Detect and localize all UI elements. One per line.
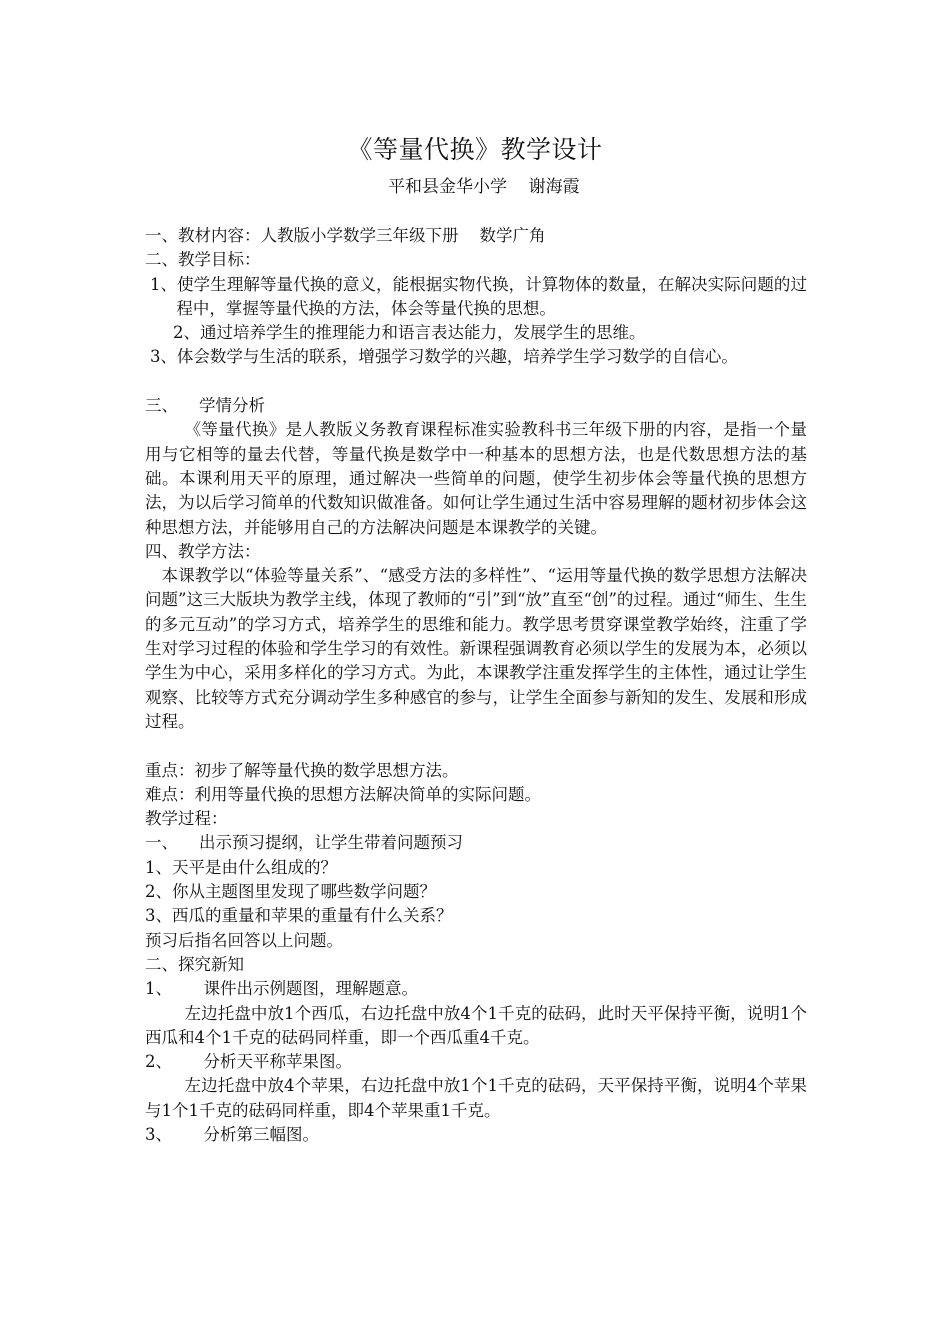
explore-item-2-paragraph: 左边托盘中放4个苹果，右边托盘中放1个1千克的砝码，天平保持平衡，说明4个苹果与1个1千克的砝码同样重，即4个苹果重1千克。: [145, 1076, 807, 1120]
question-item-3: 3、西瓜的重量和苹果的重量有什么关系？: [145, 906, 453, 926]
goal-item-2: 2、通过培养学生的推理能力和语言表达能力，发展学生的思维。: [173, 323, 646, 343]
explore-item-1-paragraph: 左边托盘中放1个西瓜，右边托盘中放4个1千克的砝码，此时天平保持平衡，说明1个西瓜和4个1千克的砝码同样重，即一个西瓜重4千克。: [145, 1003, 807, 1047]
step-heading-1: 一、 出示预习提纲，让学生带着问题预习: [145, 833, 463, 853]
key-point: 重点：初步了解等量代换的数学思想方法。: [145, 760, 459, 780]
question-item-2: 2、你从主题图里发现了哪些数学问题？: [145, 882, 436, 902]
difficulty-point: 难点：利用等量代换的思想方法解决简单的实际问题。: [145, 784, 541, 804]
question-note: 预习后指名回答以上问题。: [145, 930, 343, 950]
spacer: [145, 370, 807, 394]
goal-item-1: 1、使学生理解等量代换的意义，能根据实物代换，计算物体的数量，在解决实际问题的过程中，掌握等量代换的方法，体会等量代换的思想。: [149, 274, 807, 318]
spacer: [145, 734, 807, 758]
explore-item-3: 3、 分析第三幅图。: [145, 1124, 319, 1144]
section-heading-methods: 四、教学方法：: [145, 541, 261, 561]
explore-item-1: 1、 课件出示例题图，理解题意。: [145, 979, 418, 999]
step-heading-2: 二、探究新知: [145, 954, 244, 974]
analysis-paragraph: 《等量代换》是人教版义务教育课程标准实验教科书三年级下册的内容，是指一个量用与它相等的量去代替，等量代换是数学中一种基本的思想方法，也是代数思想方法的基础。本课利用天平的原理，通过解决一些简单的问题，使学生初步体会等量代换的思想方法，为以后学习简单的代数知识做准备。如何让学生通过生活中容易理解的题材初步体会这种思想方法，并能够用自己的方法解决问题是本课教学的关键。: [145, 420, 807, 537]
section-heading-materials: 一、教材内容：人教版小学数学三年级下册 数学广角: [145, 226, 546, 245]
explore-item-2: 2、 分析天平称苹果图。: [145, 1052, 352, 1072]
document-body: [145, 224, 807, 1147]
document-title: 《等量代换》教学设计: [347, 135, 603, 164]
document-author: 平和县金华小学 谢海霞: [388, 177, 580, 197]
section-heading-goals: 二、教学目标：: [145, 250, 261, 270]
methods-paragraph: 本课教学以“体验等量关系”、“感受方法的多样性”、“运用等量代换的数学思想方法解决问题”这三大版块为教学主线，体现了教师的“引”到“放”直至“创”的过程。通过“师生、生生的多元互动”的学习方式，培养学生的思维和能力。教学思考贯穿课堂教学始终，注重了学生对学习过程的体验和学生学习的有效性。新课程强调教育必须以学生的发展为本，必须以学生为中心，采用多样化的学习方式。为此，本课教学注重发挥学生的主体性，通过让学生观察、比较等方式充分调动学生多种感官的参与，让学生全面参与新知的发生、发展和形成过程。: [145, 566, 807, 731]
question-item-1: 1、天平是由什么组成的？: [145, 857, 337, 877]
section-heading-analysis: 三、 学情分析: [145, 396, 265, 416]
process-heading: 教学过程：: [145, 809, 228, 829]
goal-item-3: 3、体会数学与生活的联系，增强学习数学的兴趣，培养学生学习数学的自信心。: [149, 347, 738, 367]
